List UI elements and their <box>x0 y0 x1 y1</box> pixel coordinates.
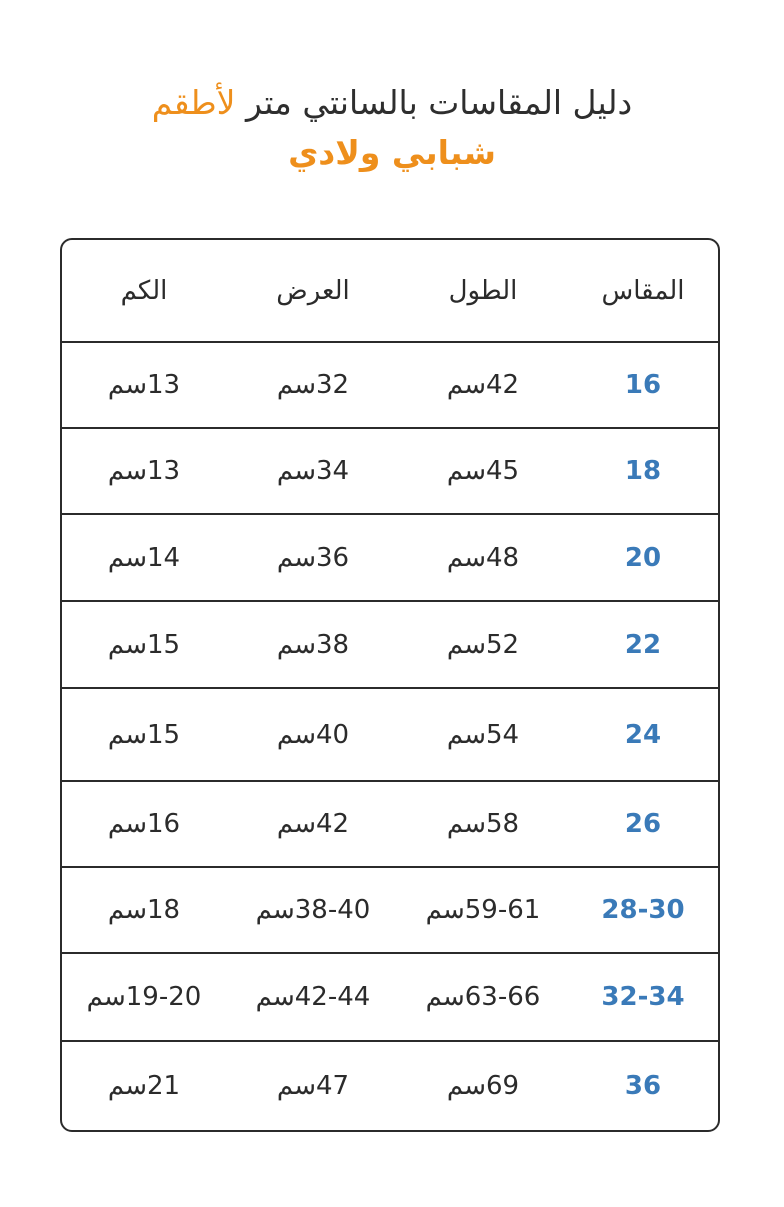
sleeve-cell: 16سم <box>107 809 181 839</box>
length-cell: 42سم <box>446 370 520 400</box>
length-cell: 45سم <box>446 456 520 486</box>
title-main-text: دليل المقاسات بالسانتي متر <box>245 83 633 122</box>
header-sleeve: الكم <box>120 275 168 306</box>
sleeve-cell: 13سم <box>107 370 181 400</box>
size-table <box>60 238 720 1132</box>
width-cell: 34سم <box>276 456 350 486</box>
page-title <box>0 78 784 178</box>
table-row <box>62 780 718 866</box>
length-cell: 69سم <box>446 1071 520 1101</box>
sleeve-cell: 13سم <box>107 456 181 486</box>
length-cell: 59-61سم <box>425 895 541 925</box>
table-header-row <box>62 240 718 341</box>
size-cell: 16 <box>624 370 662 400</box>
width-cell: 36سم <box>276 542 350 573</box>
length-cell: 52سم <box>446 629 520 660</box>
width-cell: 42-44سم <box>255 982 371 1012</box>
size-cell: 20 <box>624 542 662 573</box>
size-cell: 28-30 <box>601 895 685 925</box>
width-cell: 42سم <box>276 809 350 839</box>
size-cell: 18 <box>624 456 662 486</box>
sleeve-cell: 18سم <box>107 895 181 925</box>
size-cell: 36 <box>624 1071 662 1101</box>
length-cell: 54سم <box>446 719 520 750</box>
width-cell: 38سم <box>276 629 350 660</box>
size-cell: 22 <box>624 629 662 660</box>
header-size: المقاس <box>601 275 685 306</box>
table-row <box>62 600 718 687</box>
sleeve-cell: 21سم <box>107 1071 181 1101</box>
header-length: الطول <box>448 275 518 306</box>
width-cell: 40سم <box>276 719 350 750</box>
title-line-1 <box>0 78 784 128</box>
table-row <box>62 866 718 952</box>
length-cell: 58سم <box>446 809 520 839</box>
sleeve-cell: 14سم <box>107 542 181 573</box>
title-accent-text: لأطقم <box>151 83 236 122</box>
sleeve-cell: 19-20سم <box>86 982 202 1012</box>
size-cell: 32-34 <box>601 982 685 1012</box>
sleeve-cell: 15سم <box>107 629 181 660</box>
table-row <box>62 427 718 513</box>
length-cell: 63-66سم <box>425 982 541 1012</box>
width-cell: 47سم <box>276 1071 350 1101</box>
width-cell: 38-40سم <box>255 895 371 925</box>
sleeve-cell: 15سم <box>107 719 181 750</box>
size-cell: 26 <box>624 809 662 839</box>
width-cell: 32سم <box>276 370 350 400</box>
header-width: العرض <box>276 275 350 306</box>
table-row <box>62 687 718 780</box>
table-row <box>62 1040 718 1130</box>
table-row <box>62 513 718 600</box>
title-line-2: شبابي ولادي <box>288 133 496 172</box>
length-cell: 48سم <box>446 542 520 573</box>
table-row <box>62 341 718 427</box>
table-row <box>62 952 718 1040</box>
size-cell: 24 <box>624 719 662 750</box>
